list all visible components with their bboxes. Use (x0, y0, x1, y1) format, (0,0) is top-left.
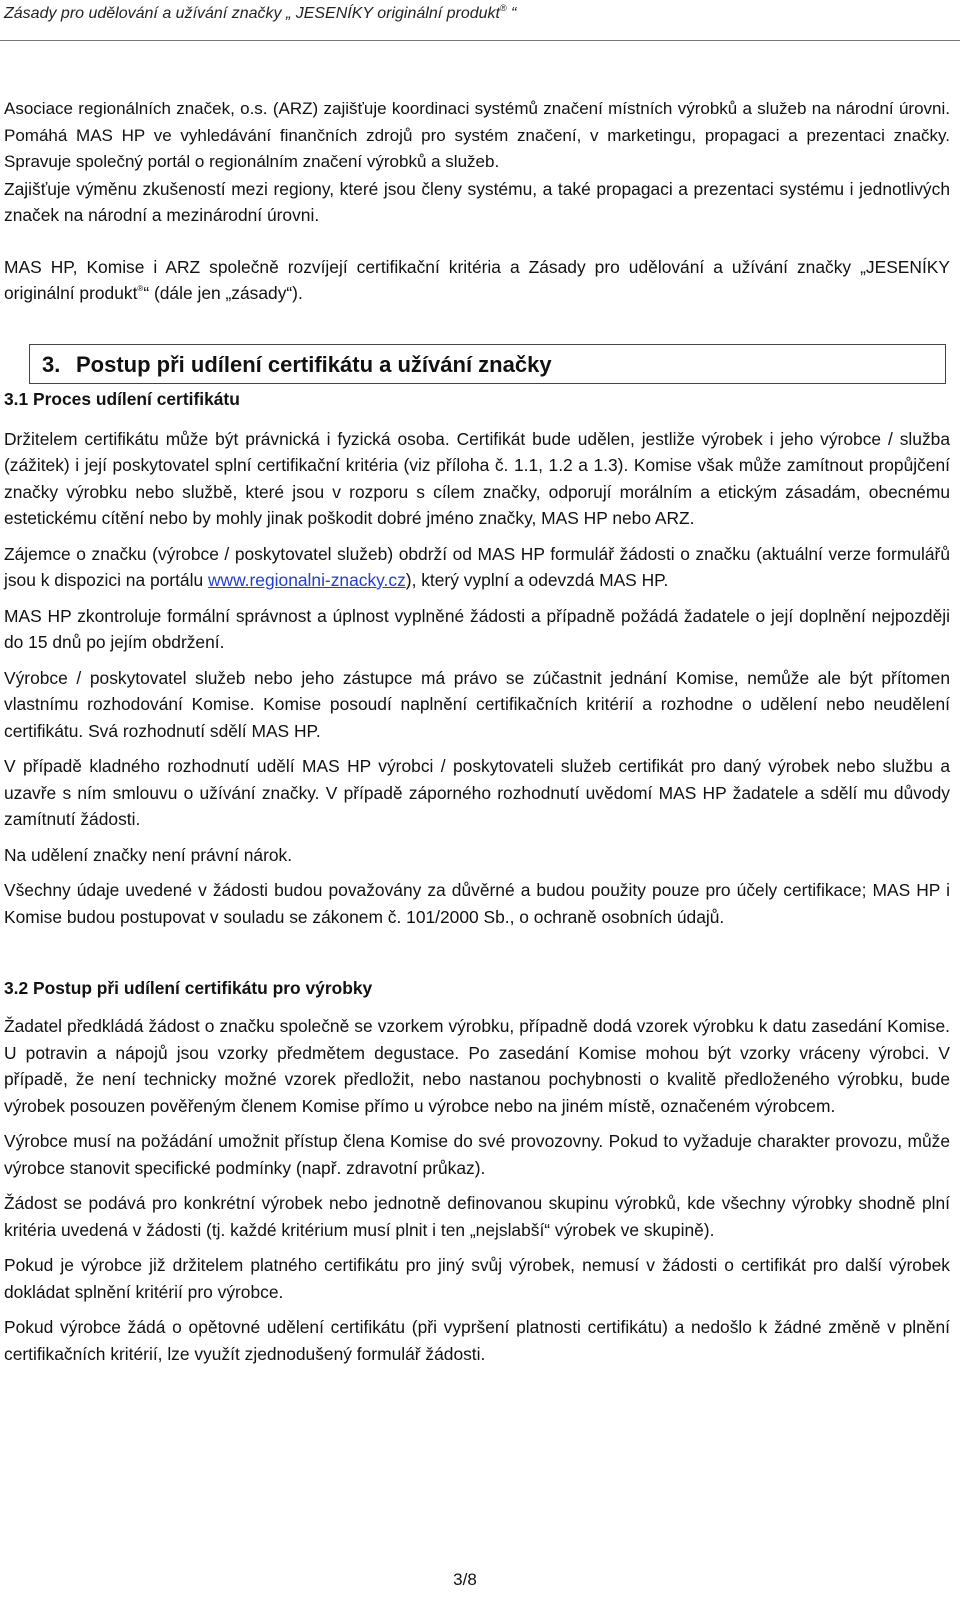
intro-paragraph-1: Asociace regionálních značek, o.s. (ARZ) zajišťuje koordinaci systémů značení místních výrobků a služeb na národní úrovni. Pomáhá MAS HP ve vyhledávání finančních zdrojů pro systém značení, v marketingu, propagaci a prezentaci značky. Spravuje společný portál o regionálním značení výrobků a služeb. (4, 99, 950, 171)
s31-p2-text-b: ), který vyplní a odevzdá MAS HP. (405, 570, 669, 590)
header-title (4, 5, 516, 23)
s31-paragraph-3: MAS HP zkontroluje formální správnost a úplnost vyplněné žádosti a případně požádá žadatele o její doplnění nejpozději do 15 dnů po jejím obdržení. (4, 605, 950, 652)
header-title-end: “ (506, 5, 517, 22)
intro-paragraph-1b: Zajišťuje výměnu zkušeností mezi regiony, které jsou členy systému, a také propagaci a prezentaci systému i jednotlivých značek na národní a mezinárodní úrovni. (4, 178, 950, 225)
s32-paragraph-4: Pokud je výrobce již držitelem platného certifikátu pro jiný svůj výrobek, nemusí v žádosti o certifikát pro další výrobek dokládat splnění kritérií pro výrobce. (4, 1255, 950, 1302)
s31-paragraph-4: Výrobce / poskytovatel služeb nebo jeho zástupce má právo se zúčastnit jednání Komise, nemůže ale být přítomen vlastnímu rozhodování Komise. Komise posoudí naplnění certifikačních kritérií a rozhodne o udělení nebo neudělení certifikátu. Svá rozhodnutí sdělí MAS HP. (4, 667, 950, 741)
s32-paragraph-5: Pokud výrobce žádá o opětovné udělení certifikátu (při vypršení platnosti certifikátu) a nedošlo k žádné změně v plnění certifikačních kritérií, lze využít zjednodušený formulář žádosti. (4, 1317, 950, 1364)
s32-paragraph-1: Žadatel předkládá žádost o značku společně se vzorkem výrobku, případně dodá vzorek výrobku k datu zasedání Komise. U potravin a nápojů jsou vzorky předmětem degustace. Po zasedání Komise mohou být vzorky vráceny výrobci. V případě, že není technicky možné vzorek předložit, nebo nastanou pochybnosti o kvalitě předloženého výrobku, bude výrobek posouzen pověřeným členem Komise přímo u výrobce nebo na jiném místě, označeném výrobcem. (4, 1016, 950, 1116)
page-number: 3/8 (453, 1570, 477, 1589)
header-title-text: Zásady pro udělování a užívání značky „ JESENÍKY originální produkt (4, 5, 500, 22)
s31-paragraph-2 (4, 541, 950, 594)
subsection-3-1-heading: 3.1 Proces udílení certifikátu (4, 388, 240, 409)
document-body (4, 96, 950, 1367)
intro-p2-text-a: MAS HP, Komise i ARZ společně rozvíjejí certifikační kritéria a Zásady pro udělování a užívání značky „JESENÍKY originální produkt (4, 256, 950, 303)
section-title: Postup při udílení certifikátu a užívání značky (76, 351, 552, 377)
s31-paragraph-7: Všechny údaje uvedené v žádosti budou považovány za důvěrné a budou použity pouze pro účely certifikace; MAS HP i Komise budou postupovat v souladu se zákonem č. 101/2000 Sb., o ochraně osobních údajů. (4, 880, 950, 927)
s32-paragraph-3: Žádost se podává pro konkrétní výrobek nebo jednotně definovanou skupinu výrobků, kde všechny výrobky shodně plní kritéria uvedená v žádosti (tj. každé kritérium musí plnit i ten „nejslabší“ výrobek ve skupině). (4, 1193, 950, 1240)
s31-paragraph-6: Na udělení značky není právní nárok. (4, 844, 293, 865)
portal-link[interactable]: www.regionalni-znacky.cz (207, 570, 406, 590)
page-header (0, 0, 960, 41)
intro-paragraph-2 (4, 254, 950, 307)
s31-p2-text-a: Zájemce o značku (výrobce / poskytovatel služeb) obdrží od MAS HP formulář žádosti o značku (aktuální verze formulářů jsou k dispozici na portálu (4, 543, 950, 590)
registered-mark: ® (137, 284, 144, 293)
s31-paragraph-1: Držitelem certifikátu může být právnická i fyzická osoba. Certifikát bude udělen, jestliže výrobek i jeho výrobce / služba (zážitek) i její poskytovatel splní certifikační kritéria (viz příloha č. 1.1, 1.2 a 1.3). Komise však může zamítnout propůjčení značky výrobku nebo službě, které jsou v rozporu s cílem značky, odporují morálním a etickým zásadám, obecnému estetickému cítění nebo by mohly jinak poškodit dobré jméno značky, MAS HP nebo ARZ. (4, 428, 950, 528)
section-number: 3. (42, 351, 61, 377)
section-3-heading-box (29, 344, 946, 384)
intro-p2-text-b: “ (dále jen „zásady“). (143, 283, 303, 303)
s31-paragraph-5: V případě kladného rozhodnutí udělí MAS HP výrobci / poskytovateli služeb certifikát pro daný výrobek nebo službu a uzavře s ním smlouvu o užívání značky. V případě záporného rozhodnutí uvědomí MAS HP žadatele a sdělí mu důvody zamítnutí žádosti. (4, 756, 950, 829)
registered-mark: ® (499, 3, 507, 13)
subsection-3-2-heading: 3.2 Postup při udílení certifikátu pro výrobky (4, 978, 373, 998)
s32-paragraph-2: Výrobce musí na požádání umožnit přístup člena Komise do své provozovny. Pokud to vyžaduje charakter provozu, může výrobce stanovit specifické podmínky (např. zdravotní průkaz). (4, 1131, 950, 1178)
